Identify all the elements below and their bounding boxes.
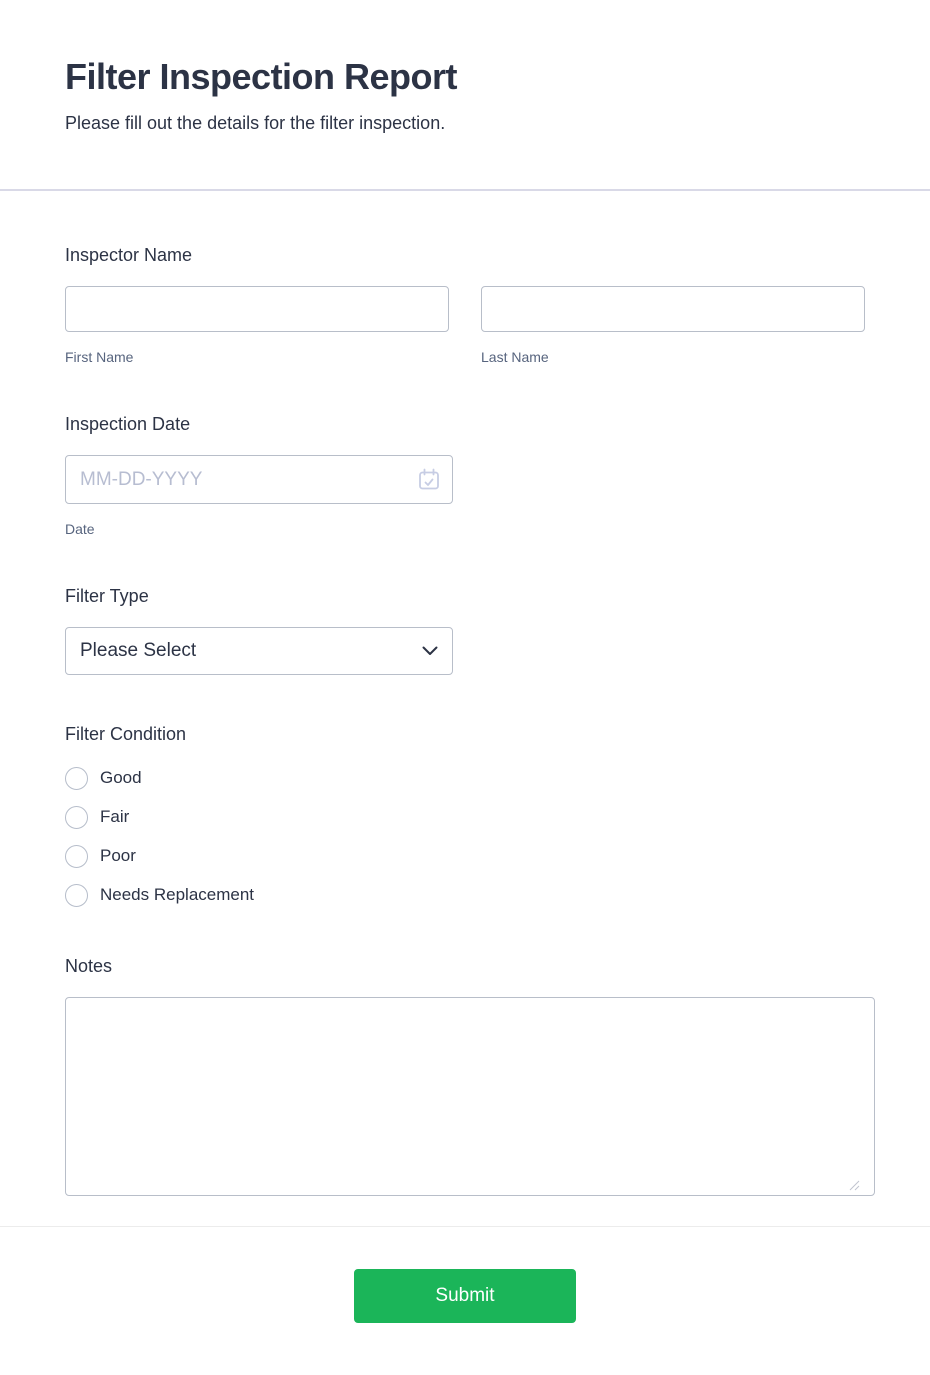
form-subtitle: Please fill out the details for the filter inspection.	[65, 113, 446, 133]
question-notes	[65, 956, 865, 1196]
radio-button-good-icon[interactable]	[65, 767, 88, 790]
chevron-down-icon	[422, 646, 438, 656]
name-fields-row	[65, 286, 865, 365]
date-field-wrap	[65, 455, 453, 504]
filter-type-select[interactable]	[65, 627, 453, 675]
notes-field-wrap	[65, 997, 865, 1196]
filter-condition-radio-group	[65, 766, 865, 907]
first-name-sublabel: First Name	[65, 349, 134, 365]
calendar-check-icon[interactable]	[418, 468, 440, 491]
radio-label-needs-replacement: Needs Replacement	[100, 885, 255, 904]
inspection-date-label: Inspection Date	[65, 414, 191, 434]
radio-button-needs-replacement-icon[interactable]	[65, 884, 88, 907]
question-inspector-name	[65, 245, 865, 365]
submit-row	[0, 1227, 930, 1375]
filter-condition-label: Filter Condition	[65, 724, 187, 744]
last-name-input[interactable]	[481, 286, 865, 332]
first-name-input[interactable]	[65, 286, 449, 332]
first-name-column	[65, 286, 449, 365]
last-name-sublabel: Last Name	[481, 349, 549, 365]
question-filter-type	[65, 586, 865, 675]
form-title: Filter Inspection Report	[65, 56, 458, 97]
date-sublabel: Date	[65, 521, 95, 537]
filter-type-selected-value: Please Select	[80, 640, 197, 661]
question-inspection-date	[65, 414, 865, 537]
question-filter-condition	[65, 724, 865, 907]
form-body	[0, 191, 930, 1196]
submit-button[interactable]: Submit	[354, 1269, 576, 1323]
radio-option-poor[interactable]	[65, 844, 865, 868]
form-header	[0, 0, 930, 189]
radio-button-fair-icon[interactable]	[65, 806, 88, 829]
radio-option-good[interactable]	[65, 766, 865, 790]
radio-label-poor: Poor	[100, 846, 136, 865]
radio-label-good: Good	[100, 768, 142, 787]
filter-type-label: Filter Type	[65, 586, 149, 606]
last-name-column	[481, 286, 865, 365]
inspection-date-input[interactable]	[65, 455, 453, 504]
radio-option-needs-replacement[interactable]	[65, 883, 865, 907]
radio-label-fair: Fair	[100, 807, 130, 826]
radio-option-fair[interactable]	[65, 805, 865, 829]
notes-label: Notes	[65, 956, 113, 976]
inspector-name-label: Inspector Name	[65, 245, 193, 265]
radio-button-poor-icon[interactable]	[65, 845, 88, 868]
notes-textarea[interactable]	[65, 997, 875, 1196]
